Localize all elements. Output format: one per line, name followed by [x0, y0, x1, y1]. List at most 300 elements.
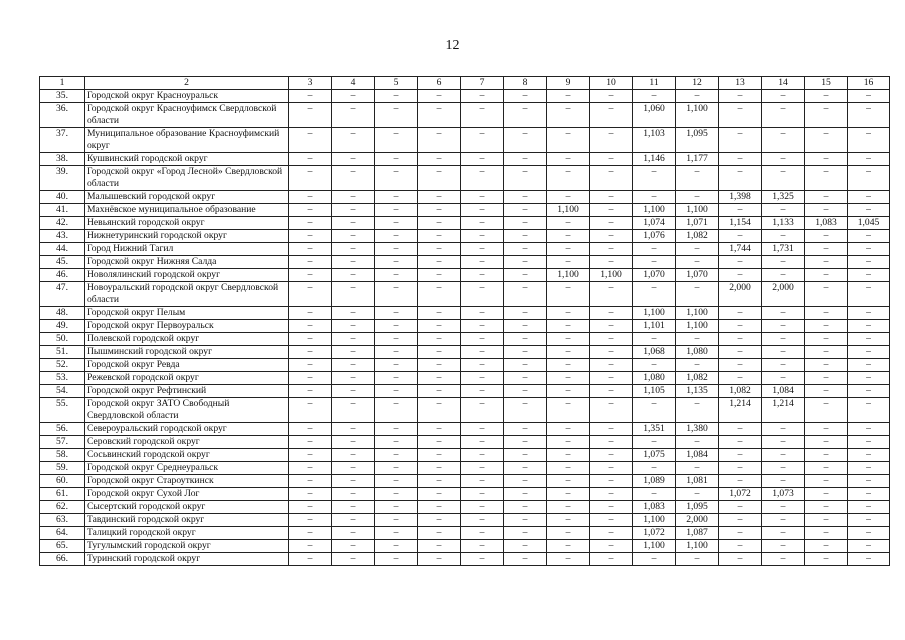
value-cell-col-16: – — [848, 436, 890, 449]
municipality-name: Городской округ Сухой Лог — [85, 488, 289, 501]
value-cell-col-12: 1,135 — [676, 385, 719, 398]
value-cell-col-3: – — [289, 269, 332, 282]
table-row — [40, 488, 890, 501]
value-cell-col-13: – — [719, 90, 762, 103]
value-cell-col-13: – — [719, 256, 762, 269]
value-cell-col-4: – — [332, 346, 375, 359]
row-number: 43. — [40, 230, 85, 243]
column-header-13: 13 — [719, 77, 762, 90]
value-cell-col-6: – — [418, 346, 461, 359]
value-cell-col-10: – — [590, 423, 633, 436]
value-cell-col-5: – — [375, 256, 418, 269]
value-cell-col-5: – — [375, 320, 418, 333]
value-cell-col-14: – — [762, 307, 805, 320]
value-cell-col-16: – — [848, 372, 890, 385]
value-cell-col-14: – — [762, 475, 805, 488]
value-cell-col-8: – — [504, 217, 547, 230]
value-cell-col-6: – — [418, 269, 461, 282]
row-number: 45. — [40, 256, 85, 269]
value-cell-col-8: – — [504, 527, 547, 540]
table-row — [40, 90, 890, 103]
value-cell-col-14: – — [762, 372, 805, 385]
value-cell-col-5: – — [375, 243, 418, 256]
value-cell-col-13: – — [719, 307, 762, 320]
value-cell-col-3: – — [289, 153, 332, 166]
value-cell-col-12: 1,087 — [676, 527, 719, 540]
column-header-1: 1 — [40, 77, 85, 90]
value-cell-col-3: – — [289, 423, 332, 436]
value-cell-col-4: – — [332, 514, 375, 527]
value-cell-col-12: – — [676, 462, 719, 475]
value-cell-col-8: – — [504, 475, 547, 488]
value-cell-col-11: 1,083 — [633, 501, 676, 514]
value-cell-col-14: – — [762, 204, 805, 217]
value-cell-col-8: – — [504, 423, 547, 436]
value-cell-col-6: – — [418, 243, 461, 256]
value-cell-col-10: – — [590, 128, 633, 153]
value-cell-col-3: – — [289, 282, 332, 307]
table-row — [40, 372, 890, 385]
value-cell-col-14: – — [762, 90, 805, 103]
value-cell-col-9: 1,100 — [547, 269, 590, 282]
value-cell-col-5: – — [375, 217, 418, 230]
value-cell-col-6: – — [418, 462, 461, 475]
table-row — [40, 527, 890, 540]
value-cell-col-15: – — [805, 372, 848, 385]
value-cell-col-6: – — [418, 320, 461, 333]
value-cell-col-4: – — [332, 553, 375, 566]
table-row — [40, 553, 890, 566]
value-cell-col-12: 2,000 — [676, 514, 719, 527]
value-cell-col-16: – — [848, 540, 890, 553]
value-cell-col-7: – — [461, 501, 504, 514]
value-cell-col-6: – — [418, 256, 461, 269]
value-cell-col-5: – — [375, 553, 418, 566]
value-cell-col-13: – — [719, 475, 762, 488]
value-cell-col-7: – — [461, 475, 504, 488]
table-row — [40, 320, 890, 333]
value-cell-col-15: – — [805, 333, 848, 346]
value-cell-col-16: – — [848, 230, 890, 243]
value-cell-col-11: 1,068 — [633, 346, 676, 359]
value-cell-col-15: – — [805, 256, 848, 269]
row-number: 36. — [40, 103, 85, 128]
value-cell-col-14: – — [762, 423, 805, 436]
value-cell-col-8: – — [504, 307, 547, 320]
value-cell-col-7: – — [461, 204, 504, 217]
value-cell-col-15: – — [805, 475, 848, 488]
value-cell-col-4: – — [332, 359, 375, 372]
row-number: 51. — [40, 346, 85, 359]
value-cell-col-15: – — [805, 346, 848, 359]
column-header-14: 14 — [762, 77, 805, 90]
value-cell-col-10: – — [590, 527, 633, 540]
value-cell-col-14: – — [762, 359, 805, 372]
value-cell-col-4: – — [332, 256, 375, 269]
value-cell-col-12: – — [676, 398, 719, 423]
municipality-name: Новоуральский городской округ Свердловской области — [85, 282, 289, 307]
value-cell-col-12: – — [676, 256, 719, 269]
value-cell-col-5: – — [375, 514, 418, 527]
row-number: 65. — [40, 540, 85, 553]
value-cell-col-12: – — [676, 333, 719, 346]
value-cell-col-5: – — [375, 540, 418, 553]
value-cell-col-11: 1,100 — [633, 540, 676, 553]
value-cell-col-15: – — [805, 153, 848, 166]
value-cell-col-12: 1,177 — [676, 153, 719, 166]
value-cell-col-4: – — [332, 204, 375, 217]
table-row — [40, 398, 890, 423]
value-cell-col-11: 1,072 — [633, 527, 676, 540]
value-cell-col-4: – — [332, 527, 375, 540]
value-cell-col-5: – — [375, 488, 418, 501]
value-cell-col-14: 1,073 — [762, 488, 805, 501]
value-cell-col-10: – — [590, 372, 633, 385]
table-row — [40, 204, 890, 217]
value-cell-col-4: – — [332, 90, 375, 103]
value-cell-col-6: – — [418, 501, 461, 514]
value-cell-col-12: 1,100 — [676, 307, 719, 320]
value-cell-col-16: – — [848, 449, 890, 462]
value-cell-col-5: – — [375, 436, 418, 449]
value-cell-col-12: 1,081 — [676, 475, 719, 488]
value-cell-col-10: – — [590, 256, 633, 269]
value-cell-col-16: – — [848, 320, 890, 333]
value-cell-col-6: – — [418, 553, 461, 566]
value-cell-col-9: – — [547, 398, 590, 423]
value-cell-col-5: – — [375, 103, 418, 128]
value-cell-col-13: – — [719, 436, 762, 449]
value-cell-col-5: – — [375, 359, 418, 372]
value-cell-col-5: – — [375, 153, 418, 166]
value-cell-col-9: – — [547, 346, 590, 359]
row-number: 58. — [40, 449, 85, 462]
value-cell-col-11: 1,074 — [633, 217, 676, 230]
value-cell-col-5: – — [375, 346, 418, 359]
value-cell-col-3: – — [289, 333, 332, 346]
value-cell-col-8: – — [504, 553, 547, 566]
value-cell-col-3: – — [289, 243, 332, 256]
value-cell-col-16: – — [848, 307, 890, 320]
value-cell-col-3: – — [289, 217, 332, 230]
value-cell-col-12: 1,070 — [676, 269, 719, 282]
value-cell-col-15: – — [805, 320, 848, 333]
value-cell-col-4: – — [332, 423, 375, 436]
value-cell-col-14: 1,214 — [762, 398, 805, 423]
value-cell-col-8: – — [504, 385, 547, 398]
value-cell-col-15: – — [805, 527, 848, 540]
value-cell-col-7: – — [461, 462, 504, 475]
value-cell-col-13: – — [719, 423, 762, 436]
value-cell-col-15: – — [805, 282, 848, 307]
value-cell-col-12: 1,095 — [676, 128, 719, 153]
value-cell-col-10: – — [590, 243, 633, 256]
row-number: 52. — [40, 359, 85, 372]
value-cell-col-7: – — [461, 307, 504, 320]
value-cell-col-8: – — [504, 166, 547, 191]
municipality-name: Городской округ Среднеуральск — [85, 462, 289, 475]
value-cell-col-4: – — [332, 436, 375, 449]
value-cell-col-12: 1,100 — [676, 540, 719, 553]
value-cell-col-13: 1,744 — [719, 243, 762, 256]
value-cell-col-16: – — [848, 514, 890, 527]
municipality-name: Городской округ Красноуральск — [85, 90, 289, 103]
value-cell-col-7: – — [461, 282, 504, 307]
value-cell-col-13: – — [719, 540, 762, 553]
value-cell-col-12: 1,084 — [676, 449, 719, 462]
value-cell-col-4: – — [332, 449, 375, 462]
row-number: 46. — [40, 269, 85, 282]
table-row — [40, 217, 890, 230]
value-cell-col-3: – — [289, 514, 332, 527]
municipality-name: Пышминский городской округ — [85, 346, 289, 359]
value-cell-col-15: – — [805, 90, 848, 103]
municipality-name: Городской округ Первоуральск — [85, 320, 289, 333]
value-cell-col-4: – — [332, 307, 375, 320]
value-cell-col-15: – — [805, 204, 848, 217]
value-cell-col-8: – — [504, 359, 547, 372]
data-table — [39, 76, 890, 566]
value-cell-col-7: – — [461, 90, 504, 103]
value-cell-col-7: – — [461, 320, 504, 333]
value-cell-col-13: – — [719, 204, 762, 217]
value-cell-col-8: – — [504, 103, 547, 128]
value-cell-col-13: – — [719, 462, 762, 475]
value-cell-col-12: 1,100 — [676, 103, 719, 128]
row-number: 66. — [40, 553, 85, 566]
value-cell-col-15: – — [805, 398, 848, 423]
value-cell-col-15: – — [805, 488, 848, 501]
value-cell-col-10: – — [590, 514, 633, 527]
value-cell-col-14: – — [762, 462, 805, 475]
value-cell-col-13: – — [719, 166, 762, 191]
value-cell-col-10: – — [590, 166, 633, 191]
value-cell-col-4: – — [332, 230, 375, 243]
value-cell-col-10: – — [590, 90, 633, 103]
table-row — [40, 346, 890, 359]
value-cell-col-15: – — [805, 103, 848, 128]
column-header-5: 5 — [375, 77, 418, 90]
value-cell-col-8: – — [504, 230, 547, 243]
value-cell-col-7: – — [461, 398, 504, 423]
value-cell-col-7: – — [461, 346, 504, 359]
value-cell-col-9: – — [547, 475, 590, 488]
value-cell-col-14: 1,133 — [762, 217, 805, 230]
value-cell-col-3: – — [289, 166, 332, 191]
row-number: 57. — [40, 436, 85, 449]
value-cell-col-14: – — [762, 103, 805, 128]
value-cell-col-11: – — [633, 243, 676, 256]
value-cell-col-3: – — [289, 230, 332, 243]
value-cell-col-8: – — [504, 204, 547, 217]
value-cell-col-12: – — [676, 166, 719, 191]
value-cell-col-15: – — [805, 553, 848, 566]
value-cell-col-9: – — [547, 320, 590, 333]
value-cell-col-12: 1,095 — [676, 501, 719, 514]
value-cell-col-3: – — [289, 475, 332, 488]
value-cell-col-12: 1,071 — [676, 217, 719, 230]
value-cell-col-16: – — [848, 553, 890, 566]
value-cell-col-9: – — [547, 540, 590, 553]
value-cell-col-8: – — [504, 372, 547, 385]
value-cell-col-9: – — [547, 372, 590, 385]
municipality-name: Нижнетуринский городской округ — [85, 230, 289, 243]
value-cell-col-3: – — [289, 90, 332, 103]
value-cell-col-16: – — [848, 423, 890, 436]
row-number: 60. — [40, 475, 85, 488]
value-cell-col-15: – — [805, 540, 848, 553]
value-cell-col-16: – — [848, 527, 890, 540]
value-cell-col-10: 1,100 — [590, 269, 633, 282]
value-cell-col-10: – — [590, 346, 633, 359]
value-cell-col-11: – — [633, 488, 676, 501]
value-cell-col-8: – — [504, 514, 547, 527]
value-cell-col-3: – — [289, 191, 332, 204]
value-cell-col-6: – — [418, 514, 461, 527]
value-cell-col-12: – — [676, 436, 719, 449]
value-cell-col-11: – — [633, 359, 676, 372]
value-cell-col-14: – — [762, 153, 805, 166]
value-cell-col-14: – — [762, 540, 805, 553]
table-header — [40, 77, 890, 90]
value-cell-col-15: – — [805, 191, 848, 204]
value-cell-col-9: – — [547, 359, 590, 372]
value-cell-col-7: – — [461, 153, 504, 166]
row-number: 63. — [40, 514, 85, 527]
value-cell-col-3: – — [289, 398, 332, 423]
value-cell-col-14: 1,325 — [762, 191, 805, 204]
municipality-name: Городской округ Красноуфимск Свердловской области — [85, 103, 289, 128]
column-header-2: 2 — [85, 77, 289, 90]
row-number: 37. — [40, 128, 85, 153]
value-cell-col-8: – — [504, 269, 547, 282]
value-cell-col-3: – — [289, 256, 332, 269]
table-row — [40, 423, 890, 436]
value-cell-col-16: – — [848, 256, 890, 269]
column-header-12: 12 — [676, 77, 719, 90]
value-cell-col-13: 1,082 — [719, 385, 762, 398]
value-cell-col-4: – — [332, 385, 375, 398]
value-cell-col-14: – — [762, 320, 805, 333]
value-cell-col-5: – — [375, 385, 418, 398]
table-row — [40, 475, 890, 488]
value-cell-col-9: – — [547, 501, 590, 514]
value-cell-col-3: – — [289, 553, 332, 566]
row-number: 48. — [40, 307, 85, 320]
value-cell-col-7: – — [461, 372, 504, 385]
value-cell-col-4: – — [332, 475, 375, 488]
value-cell-col-14: – — [762, 501, 805, 514]
column-header-4: 4 — [332, 77, 375, 90]
row-number: 62. — [40, 501, 85, 514]
table-row — [40, 307, 890, 320]
value-cell-col-8: – — [504, 191, 547, 204]
value-cell-col-13: – — [719, 449, 762, 462]
table-row — [40, 385, 890, 398]
value-cell-col-8: – — [504, 128, 547, 153]
value-cell-col-11: – — [633, 398, 676, 423]
column-header-8: 8 — [504, 77, 547, 90]
value-cell-col-11: – — [633, 90, 676, 103]
value-cell-col-10: – — [590, 462, 633, 475]
value-cell-col-10: – — [590, 191, 633, 204]
value-cell-col-6: – — [418, 191, 461, 204]
value-cell-col-13: – — [719, 501, 762, 514]
value-cell-col-5: – — [375, 449, 418, 462]
value-cell-col-5: – — [375, 423, 418, 436]
municipality-name: Городской округ ЗАТО Свободный Свердловской области — [85, 398, 289, 423]
value-cell-col-12: 1,082 — [676, 372, 719, 385]
column-header-10: 10 — [590, 77, 633, 90]
table-row — [40, 436, 890, 449]
municipality-name: Городской округ Рефтинский — [85, 385, 289, 398]
value-cell-col-6: – — [418, 282, 461, 307]
header-row — [40, 77, 890, 90]
value-cell-col-12: 1,080 — [676, 346, 719, 359]
value-cell-col-5: – — [375, 475, 418, 488]
value-cell-col-6: – — [418, 436, 461, 449]
table-row — [40, 243, 890, 256]
value-cell-col-9: – — [547, 436, 590, 449]
value-cell-col-16: – — [848, 385, 890, 398]
value-cell-col-4: – — [332, 269, 375, 282]
value-cell-col-7: – — [461, 191, 504, 204]
value-cell-col-6: – — [418, 103, 461, 128]
value-cell-col-4: – — [332, 333, 375, 346]
value-cell-col-9: – — [547, 153, 590, 166]
value-cell-col-13: – — [719, 153, 762, 166]
value-cell-col-13: – — [719, 527, 762, 540]
row-number: 50. — [40, 333, 85, 346]
value-cell-col-6: – — [418, 307, 461, 320]
municipality-name: Малышевский городской округ — [85, 191, 289, 204]
value-cell-col-8: – — [504, 488, 547, 501]
value-cell-col-8: – — [504, 320, 547, 333]
value-cell-col-6: – — [418, 385, 461, 398]
value-cell-col-9: – — [547, 514, 590, 527]
value-cell-col-11: – — [633, 553, 676, 566]
value-cell-col-16: 1,045 — [848, 217, 890, 230]
value-cell-col-16: – — [848, 475, 890, 488]
value-cell-col-7: – — [461, 527, 504, 540]
row-number: 59. — [40, 462, 85, 475]
value-cell-col-16: – — [848, 269, 890, 282]
value-cell-col-12: – — [676, 243, 719, 256]
value-cell-col-11: 1,075 — [633, 449, 676, 462]
municipality-name: Тавдинский городской округ — [85, 514, 289, 527]
value-cell-col-10: – — [590, 333, 633, 346]
column-header-9: 9 — [547, 77, 590, 90]
value-cell-col-6: – — [418, 449, 461, 462]
value-cell-col-8: – — [504, 282, 547, 307]
value-cell-col-14: – — [762, 333, 805, 346]
municipality-name: Тугулымский городской округ — [85, 540, 289, 553]
value-cell-col-11: – — [633, 436, 676, 449]
value-cell-col-6: – — [418, 398, 461, 423]
value-cell-col-11: 1,351 — [633, 423, 676, 436]
value-cell-col-9: – — [547, 191, 590, 204]
table-row — [40, 128, 890, 153]
value-cell-col-14: – — [762, 346, 805, 359]
value-cell-col-8: – — [504, 449, 547, 462]
value-cell-col-9: – — [547, 230, 590, 243]
value-cell-col-7: – — [461, 256, 504, 269]
value-cell-col-10: – — [590, 217, 633, 230]
row-number: 47. — [40, 282, 85, 307]
value-cell-col-7: – — [461, 359, 504, 372]
value-cell-col-11: 1,100 — [633, 514, 676, 527]
value-cell-col-4: – — [332, 243, 375, 256]
